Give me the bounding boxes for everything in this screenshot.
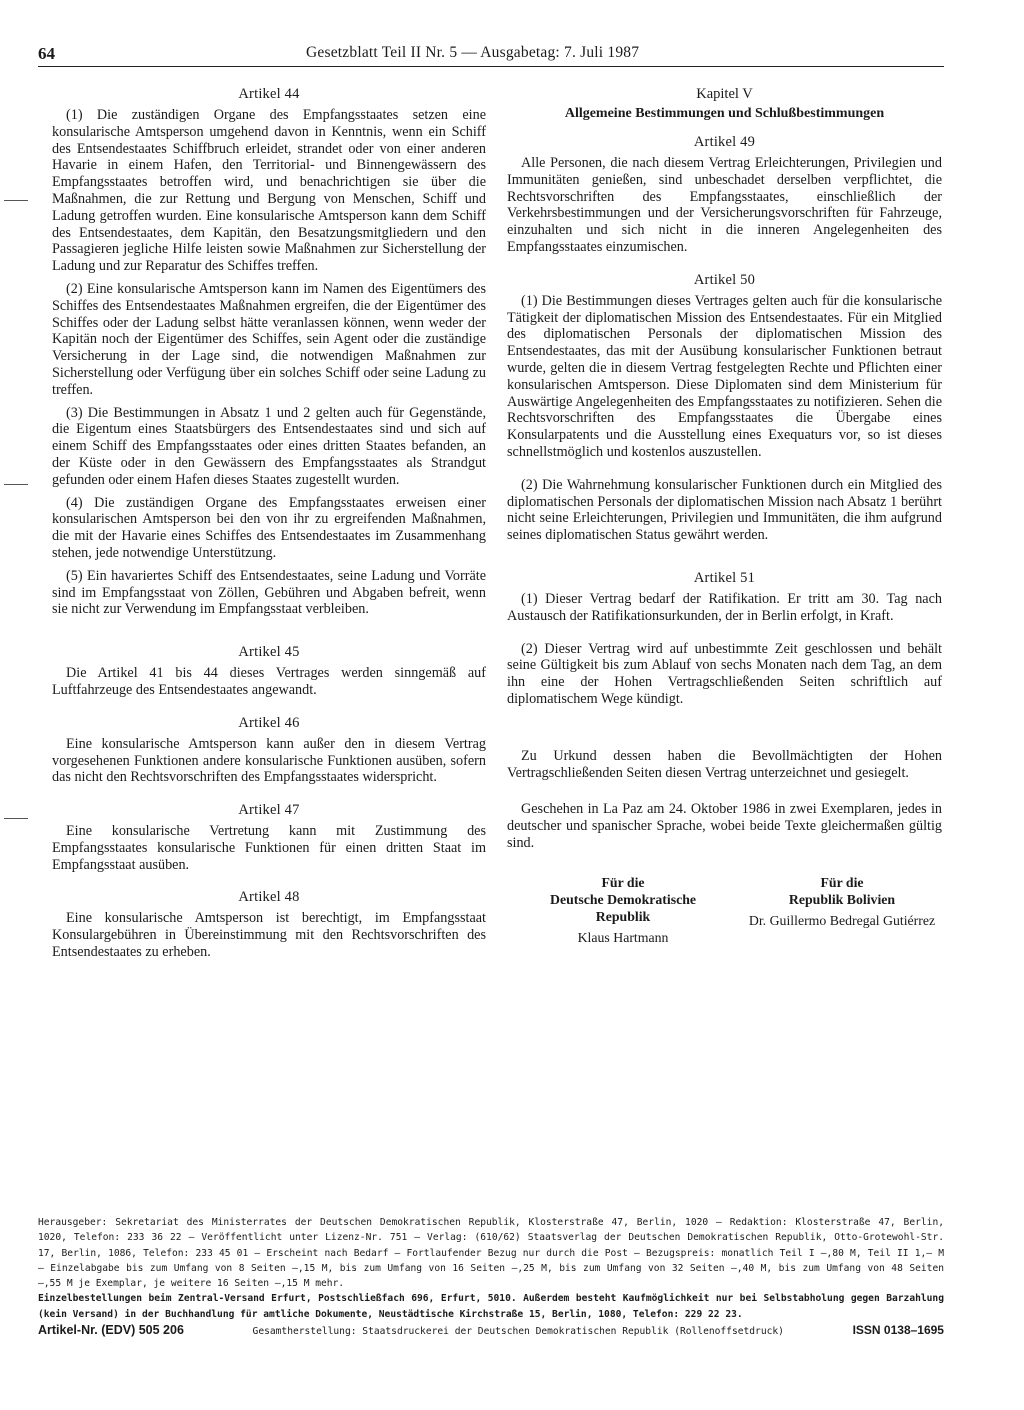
article-51-para-1: (1) Dieser Vertrag bedarf der Ratifikation. Er tritt am 30. Tag nach Austausch der Ratifikationsurkunden, der in Berlin erfolgt, in Kraft. <box>507 590 942 624</box>
article-49-heading: Artikel 49 <box>693 134 756 150</box>
page-number: 64 <box>38 44 55 63</box>
signature-block <box>507 874 942 946</box>
right-column <box>507 86 942 946</box>
article-50-heading: Artikel 50 <box>693 271 756 288</box>
article-44-para-1: (1) Die zuständigen Organe des Empfangsstaates setzen eine konsularische Amtsperson umgehend davon in Kenntnis, wenn ein Schiff des Entsendestaates Schiffbruch erleidet, strandet oder von einer anderen Havarie in einem Hafen, den Territorial- und Binnengewässern des Empfangsstaates betroffen wird, und benachrichtigen sie über die Maßnahmen, die zur Rettung und Bergung von Menschen, Schiff und Ladung getroffen wurden. Eine konsularische Amtsperson kann dem Schiff des Entsendestaates, dem Kapitän, den Besatzungsmitgliedern und den Passagieren jegliche Hilfe leisten sowie Maßnahmen zur Sicherstellung der Ladung und zur Reparatur des Schiffes treffen. <box>52 107 486 275</box>
printer-info: Gesamtherstellung: Staatsdruckerei der Deutschen Demokratischen Republik (Rollenoffsetdruck) <box>252 1326 784 1338</box>
signature-right-for: Für die <box>820 874 864 890</box>
imprint-text: Herausgeber: Sekretariat des Ministerrates der Deutschen Demokratischen Republik, Klosterstraße 47, Berlin, 1020 – Redaktion: Klosterstraße 47, Berlin, 1020, Telefon: 233 36 22 – Veröffentlicht unter Lizenz-Nr. 751 – Verlag: (610/62) Staatsverlag der Deutschen Demokratischen Republik, Otto-Grotewohl-Str. 17, Berlin, 1086, Telefon: 233 45 01 – Erscheint nach Bedarf – Fortlaufender Bezug nur durch die Post – Bezugspreis: monatlich Teil I –,80 M, Teil II 1,– M – Einzelabgabe bis zum Umfang von 8 Seiten –,15 M, bis zum Umfang von 16 Seiten –,25 M, bis zum Umfang von 32 Seiten –,40 M, bis zum Umfang von 48 Seiten –,55 M je Exemplar, je weitere 16 Seiten –,15 M mehr. <box>38 1217 944 1290</box>
imprint-order-info: Einzelbestellungen beim Zentral-Versand Erfurt, Postschließfach 696, Erfurt, 5010. Außerdem besteht Kaufmöglichkeit nur bei Selbstabholung gegen Barzahlung (kein Versand) in der Buchhandlung für amtliche Dokumente, Neustädtische Kirchstraße 15, Berlin, 1080, Telefon: 229 22 23. <box>38 1293 944 1320</box>
margin-mark <box>4 200 28 201</box>
article-47-heading: Artikel 47 <box>238 802 300 819</box>
article-44-para-4: (4) Die zuständigen Organe des Empfangsstaates erweisen einer konsularischen Amtsperson bei den von ihr zu ergreifenden Maßnahmen, die mit der Havarie eines Schiffes des Entsendestaates im Zusammenhang stehen, jede notwendige Unterstützung. <box>52 494 486 561</box>
article-44-para-2: (2) Eine konsularische Amtsperson kann im Namen des Eigentümers des Schiffes des Entsendestaates Maßnahmen ergreifen, die der Eigentümer des Schiffes oder der Ladung selbst hätte veranlassen können, wenn weder der Kapitän noch der Eigentümer des Schiffes, sein Agent oder die zuständige Versicherung in der Lage sind, die notwendigen Maßnahmen zur Sicherstellung oder Verfügung über ein solches Schiff oder seine Ladung zu treffen. <box>52 280 486 398</box>
signature-left-country: Deutsche Demokratische Republik <box>550 891 696 924</box>
article-46-para-1: Eine konsularische Amtsperson kann außer den in diesem Vertrag vorgesehenen Funktionen andere konsularische Funktionen ausüben, sofern das nicht den Rechtsvorschriften des Empfangsstaates widerspricht. <box>52 735 486 786</box>
article-46-heading: Artikel 46 <box>238 714 300 731</box>
signature-left-name: Klaus Hartmann <box>577 929 669 945</box>
closing-statement: Zu Urkund dessen haben die Bevollmächtigten der Hohen Vertragschließenden Seiten diesen Vertrag unterzeichnet und gesiegelt. <box>507 747 942 781</box>
article-44-para-5: (5) Ein havariertes Schiff des Entsendestaates, seine Ladung und Vorräte sind im Empfangsstaat von Zöllen, Gebühren und Abgaben befreit, wenn sie nicht zur Verwendung im Empfangsstaat verbleiben. <box>52 567 486 618</box>
article-49-para-1: Alle Personen, die nach diesem Vertrag Erleichterungen, Privilegien und Immunitäten genießen, sind unbeschadet derselben verpflichtet, die Rechtsvorschriften des Empfangsstaates, einschließlich der Verkehrsbestimmungen und der Versicherungsvorschriften für Fahrzeuge, einzuhalten und sich nicht in die inneren Angelegenheiten des Empfangsstaates einzumischen. <box>507 155 942 255</box>
chapter-subtitle: Allgemeine Bestimmungen und Schlußbestimmungen <box>564 106 885 121</box>
article-48-heading: Artikel 48 <box>238 889 300 906</box>
article-number: Artikel-Nr. (EDV) 505 206 <box>38 1323 184 1338</box>
article-51-heading: Artikel 51 <box>693 569 756 586</box>
imprint-footer-line <box>38 1323 944 1339</box>
closing-place-date: Geschehen in La Paz am 24. Oktober 1986 in zwei Exemplaren, jedes in deutscher und spanischer Sprache, wobei beide Texte gleichermaßen gültig sind. <box>507 801 942 851</box>
article-48-para-1: Eine konsularische Amtsperson ist berechtigt, im Empfangsstaat Konsulargebühren in Übereinstimmung mit den Rechtsvorschriften des Entsendestaates zu erheben. <box>52 910 486 961</box>
article-44-heading: Artikel 44 <box>238 86 300 102</box>
signature-left <box>523 874 723 946</box>
imprint <box>38 1215 944 1339</box>
signature-right-country: Republik Bolivien <box>788 891 896 907</box>
issn: ISSN 0138–1695 <box>852 1323 944 1338</box>
signature-right-name: Dr. Guillermo Bedregal Gutiérrez <box>748 912 936 928</box>
article-50-para-1: (1) Die Bestimmungen dieses Vertrages gelten auch für die konsularische Tätigkeit der diplomatischen Mission des Entsendestaates. Für ein Mitglied des diplomatischen Personals der diplomatischen Mission des Entsendestaates, das mit der Ausübung konsularischer Funktionen betraut wurde, gelten die in diesem Vertrag festgelegten Rechte und Pflichten einer konsularischen Amtsperson. Diese Diplomaten sind dem Ministerium für Auswärtige Angelegenheiten des Empfangsstaates zu notifizieren. Sehen die Rechtsvorschriften des Empfangsstaates die Übergabe eines Konsularpatents und die Ausstellung eines Exequaturs vor, so ist dieses schnellstmöglich und kostenlos auszustellen. <box>507 292 942 460</box>
article-51-para-2: (2) Dieser Vertrag wird auf unbestimmte Zeit geschlossen und behält seine Gültigkeit bis zum Ablauf von sechs Monaten nach dem Tag, an dem ihn eine der Hohen Vertragschließenden Seiten schriftlich auf diplomatischem Wege kündigt. <box>507 640 942 707</box>
chapter-title: Kapitel V <box>696 86 753 102</box>
header-title: Gesetzblatt Teil II Nr. 5 — Ausgabetag: 7. Juli 1987 <box>306 44 640 61</box>
article-44-para-3: (3) Die Bestimmungen in Absatz 1 und 2 gelten auch für Gegenstände, die Eigentum eines Staatsbürgers des Entsendestaates sind und sich auf einem Schiff des Empfangsstaates oder eines dritten Staates befanden, an der Küste oder in den Gewässern des Empfangsstaates als Strandgut gefunden oder einem Hafen dieses Staates zugestellt wurden. <box>52 404 486 488</box>
article-47-para-1: Eine konsularische Vertretung kann mit Zustimmung des Empfangsstaates konsularische Funktionen für einen dritten Staat im Empfangsstaat ausüben. <box>52 823 486 873</box>
article-50-para-2: (2) Die Wahrnehmung konsularischer Funktionen durch ein Mitglied des diplomatischen Personals der diplomatischen Mission nach Absatz 1 berührt nicht seine Erleichterungen, Privilegien und Immunitäten, die ihm aufgrund seines diplomatischen Status gewährt werden. <box>507 476 942 544</box>
article-45-para-1: Die Artikel 41 bis 44 dieses Vertrages werden sinngemäß auf Luftfahrzeuge des Entsendestaates angewandt. <box>52 665 486 698</box>
page-header <box>38 44 944 67</box>
left-column <box>52 86 486 967</box>
signature-left-for: Für die <box>601 874 645 890</box>
margin-mark <box>4 818 28 819</box>
article-45-heading: Artikel 45 <box>238 644 300 661</box>
margin-mark <box>4 484 28 485</box>
signature-right <box>742 874 942 946</box>
